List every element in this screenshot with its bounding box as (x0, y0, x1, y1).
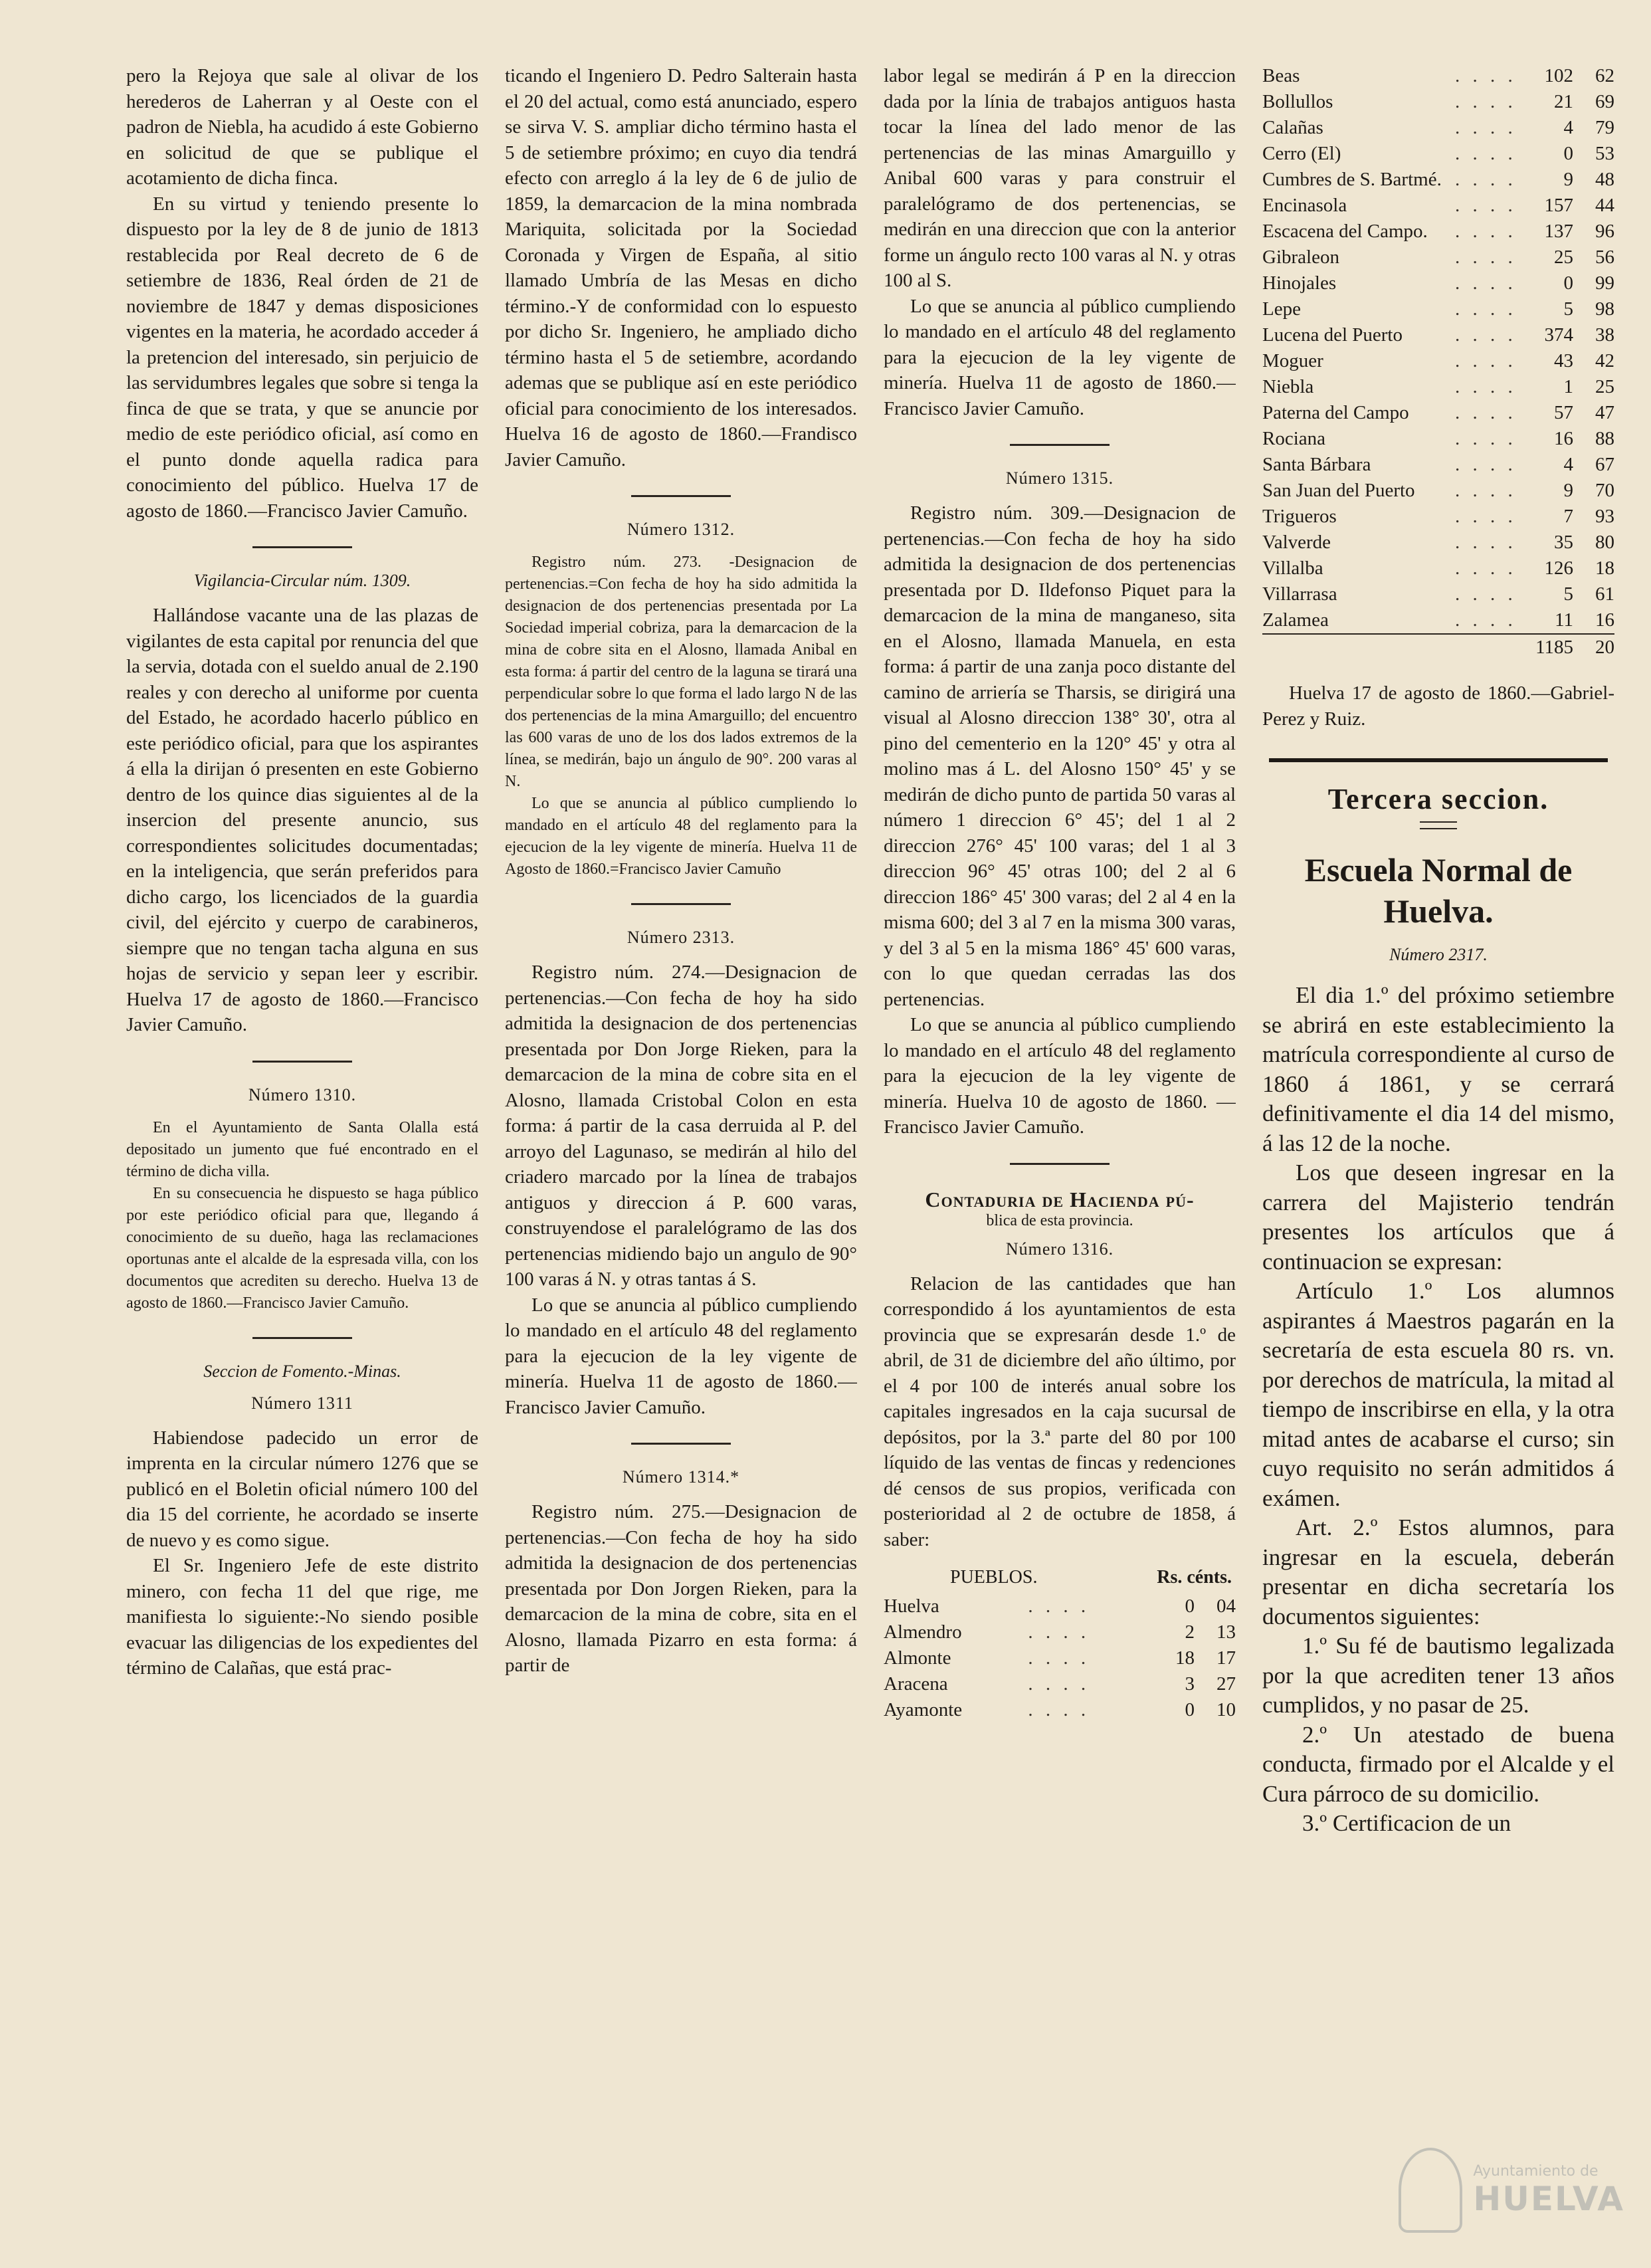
leader-dots: . . . . (1455, 558, 1517, 579)
paragraph: El Sr. Ingeniero Jefe de este distrito minero, con fecha 11 del que rige, me manifiesta lo siguiente:-No siendo posible evacuar las diligencias de los expedientes del término de Calañas, que está prac- (126, 1555, 478, 1679)
amount-centimos: 04 (1216, 1596, 1236, 1617)
leader-dots: . . . . (1455, 609, 1517, 631)
paragraph: Lo que se anuncia al público cumpliendo lo mandado en el artículo 48 del reglamento para la ejecucion de la ley vigente de minería. Huelva 11 de agosto de 1860.—Francisco Javier Camuño. (505, 1294, 857, 1418)
leader-dots: . . . . (1455, 480, 1517, 501)
section-divider (1269, 758, 1608, 762)
pueblo-name: Valverde (1262, 532, 1331, 553)
amount-centimos: 48 (1595, 169, 1614, 190)
notice-number: Número 1310. (248, 1084, 357, 1104)
column-header-amount: Rs. cénts. (1157, 1567, 1232, 1588)
table-row (1262, 607, 1614, 634)
table-total-row (1262, 634, 1614, 661)
pueblo-name: Villalba (1262, 558, 1323, 579)
leader-dots: . . . . (1455, 143, 1517, 164)
notice-number: Número 1312. (627, 520, 735, 539)
paragraph: 2.º Un atestado de buena conducta, firmado por el Alcalde y el Cura párroco de su domicilio. (1262, 1721, 1614, 1807)
divider (631, 1443, 731, 1445)
pueblo-name: Encinasola (1262, 195, 1347, 216)
amount-centimos: 25 (1595, 376, 1614, 397)
paragraph: En su consecuencia he dispuesto se haga público por este periódico oficial para que, llegando á conocimiento de su dueño, haga las reclamaciones oportunas ante el alcalde de la espresada villa, con los documentos que acrediten su derecho. Huelva 13 de agosto de 1860.—Francisco Javier Camuño. (126, 1184, 478, 1312)
table-row (1262, 478, 1614, 504)
amount-reales: 9 (1563, 480, 1573, 501)
amount-centimos: 42 (1595, 350, 1614, 371)
pueblo-name: Almendro (884, 1621, 962, 1643)
pueblo-name: Ayamonte (884, 1699, 963, 1720)
notice-number: Número 2313. (627, 928, 735, 947)
pueblo-name: Beas (1262, 65, 1300, 86)
article-title: Escuela Normal de Huelva. (1304, 851, 1573, 930)
divider (252, 1061, 352, 1063)
divider (1010, 1163, 1110, 1165)
amount-centimos: 80 (1595, 532, 1614, 553)
amount-reales: 126 (1544, 558, 1573, 579)
amount-reales: 3 (1185, 1673, 1195, 1695)
leader-dots: . . . . (1028, 1596, 1090, 1617)
paragraph: Artículo 1.º Los alumnos aspirantes á Maestros pagarán en la secretaría de esta escuela 80 rs. vn. por derechos de matrícula, la mitad al tiempo de inscribirse en ella, y la otra mitad antes de acabarse el curso; sin cuyo requisito no serán admitidos á exámen. (1262, 1278, 1614, 1511)
table-row (1262, 556, 1614, 581)
total-centimos: 20 (1595, 637, 1614, 658)
section-title: Tercera seccion. (1327, 783, 1549, 815)
watermark-seal (1399, 2147, 1624, 2233)
amount-reales: 5 (1563, 583, 1573, 605)
leader-dots: . . . . (1028, 1699, 1090, 1720)
leader-dots: . . . . (1455, 506, 1517, 527)
paragraph: Registro núm. 309.—Designacion de pertenencias.—Con fecha de hoy ha sido admitida la designacion de dos pertenencias presentada por D. Ildefonso Piquet para la demarcacion de la mina de manganeso, sita en el Alosno, llamada Manuela, en esta forma: á partir de una zanja poco distante del camino de arriería se Tharsis, se dirigirá una visual al Alosno direccion 138° 30', otra al pino del cementerio en la 120° 45' y otra al molino mas á L. del Alosno 150° 45' y se medirán de dicho punto de partida 50 varas al número 1 direccion 6° 45'; del 1 al 2 direccion 276° 45' 100 varas; del 1 al 3 direccion 96° 45' otras 100; del 2 al 6 direccion 186° 45' 300 varas; del 2 al 4 en la misma 600; del 3 al 7 en la misma 300 varas, y del 3 al 5 en la misma 186° 45' 600 varas, con lo que quedan cerradas las dos pertenencias. (884, 502, 1236, 1010)
section-heading: Vigilancia-Circular núm. 1309. (193, 571, 411, 590)
paragraph: Registro núm. 275.—Designacion de pertenencias.—Con fecha de hoy ha sido admitida la designacion de dos pertenencias presentada por Don Jorgen Rieken, para la demarcacion de la mina de cobre, sita en el Alosno, llamada Pizarro en esta forma: á partir de (505, 1501, 857, 1676)
total-reales: 1185 (1535, 637, 1573, 658)
amount-reales: 157 (1544, 195, 1573, 216)
amount-centimos: 96 (1595, 221, 1614, 242)
column-1 (126, 63, 478, 2229)
leader-dots: . . . . (1455, 350, 1517, 371)
table-row (1262, 193, 1614, 219)
amount-centimos: 99 (1595, 272, 1614, 294)
pueblo-name: Rociana (1262, 428, 1326, 449)
amount-reales: 0 (1185, 1699, 1195, 1720)
amount-centimos: 88 (1595, 428, 1614, 449)
amount-centimos: 38 (1595, 324, 1614, 346)
amount-centimos: 18 (1595, 558, 1614, 579)
table-row (1262, 167, 1614, 193)
paragraph: En el Ayuntamiento de Santa Olalla está depositado un jumento que fué encontrado en el término de dicha villa. (126, 1118, 478, 1180)
paragraph: Registro núm. 273. -Designacion de pertenencias.=Con fecha de hoy ha sido admitida la designacion de dos pertenencias presentada por La Sociedad imperial cobriza, para la demarcacion de la mina de cobre sita en el Alosno, llamada Anibal en esta forma: á partir del centro de la laguna se tirará una perpendicular sobre lo que forma el lado largo N de las dos pertenencias de la mina Amarguillo; del encuentro las 600 varas de uno de los dos lados extremos de la línea, se medirán, bajo un ángulo de 90°. 200 varas al N. (505, 554, 857, 790)
leader-dots: . . . . (1455, 247, 1517, 268)
pueblo-name: Moguer (1262, 350, 1323, 371)
contaduria-heading (884, 1187, 1236, 1230)
notice-number: Número 2317. (1389, 945, 1488, 964)
amount-centimos: 70 (1595, 480, 1614, 501)
amount-centimos: 47 (1595, 402, 1614, 423)
amount-centimos: 67 (1595, 454, 1614, 475)
leader-dots: . . . . (1455, 272, 1517, 294)
double-rule (1420, 821, 1457, 829)
leader-dots: . . . . (1028, 1647, 1090, 1669)
amount-reales: 0 (1185, 1596, 1195, 1617)
amount-reales: 0 (1563, 143, 1573, 164)
pueblo-name: Cumbres de S. Bartmé. (1262, 169, 1442, 190)
divider (631, 903, 731, 905)
amount-centimos: 16 (1595, 609, 1614, 631)
amount-reales: 25 (1554, 247, 1573, 268)
notice-number: Número 1316. (1005, 1239, 1114, 1259)
paragraph: Hallándose vacante una de las plazas de vigilantes de esta capital por renuncia del que la servia, dotada con el sueldo anual de 2.190 reales y con derecho al uniforme por cuenta del Estado, he acordado hacerlo público en este periódico oficial, para que los aspirantes á ella la dirijan ó presenten en este Gobierno dentro de los quince dias siguientes al de la insercion del presente anuncio, sus correspondientes solicitudes documentadas; en la inteligencia, que serán preferidos para dicho cargo, los licenciados de la guardia civil, del ejército y cuerpo de carabineros, siempre que no tengan tacha alguna en sus hojas de servicio y sepan leer y escribir. Huelva 17 de agosto de 1860.—Francisco Javier Camuño. (126, 605, 478, 1035)
leader-dots: . . . . (1455, 454, 1517, 475)
column-header-pueblos: PUEBLOS. (950, 1567, 1038, 1588)
notice-number: Número 1311 (251, 1393, 353, 1413)
table-row (1262, 219, 1614, 245)
pueblo-name: Aracena (884, 1673, 948, 1695)
paragraph: ticando el Ingeniero D. Pedro Salterain hasta el 20 del actual, como está anunciado, espero se sirva V. S. ampliar dicho término hasta el 5 de setiembre próximo; en cuyo dia tendrá efecto con arreglo á la ley de 6 de julio de 1859, la demarcacion de la mina nombrada Mariquita, solicitada por la Sociedad Coronada y Virgen de España, al sitio llamado Umbría de las Mesas en dicho término.-Y de conformidad con lo espuesto por dicho Sr. Ingeniero, he ampliado dicho término hasta el 5 de setiembre, acordando ademas que se publique así en este periódico oficial para conocimiento de los interesados. Huelva 16 de agosto de 1860.—Frandisco Javier Camuño. (505, 65, 857, 470)
amount-centimos: 69 (1595, 91, 1614, 112)
table-body (1262, 63, 1614, 634)
table-row (1262, 348, 1614, 374)
pueblo-name: San Juan del Puerto (1262, 480, 1415, 501)
notice-number: Número 1315. (1005, 468, 1114, 488)
table-body (884, 1594, 1236, 1723)
amount-reales: 2 (1185, 1621, 1195, 1643)
table-row (1262, 141, 1614, 167)
amount-centimos: 79 (1595, 117, 1614, 138)
pueblo-name: Almonte (884, 1647, 951, 1669)
amount-centimos: 62 (1595, 65, 1614, 86)
paragraph: Lo que se anuncia al público cumpliendo lo mandado en el artículo 48 del reglamento para la ejecucion de la ley vigente de minería. Huelva 11 de agosto de 1860.—Francisco Javier Camuño. (884, 295, 1236, 419)
amount-centimos: 17 (1216, 1647, 1236, 1669)
table-row (1262, 530, 1614, 556)
table-row (1262, 115, 1614, 141)
table-row (884, 1594, 1236, 1619)
leader-dots: . . . . (1455, 169, 1517, 190)
paragraph: Registro núm. 274.—Designacion de pertenencias.—Con fecha de hoy ha sido admitida la designacion de dos pertenencias presentada por Don Jorge Rieken, para la demarcacion de la mina de cobre sita en el Alosno, llamada Cristobal Colon en esta forma: á partir de la casa derruida al P. del arroyo del Lagunaso, se medirán al hilo del criadero marcado por la línea de trabajos antiguos y direccion á P. 600 varas, construyendose el paralelógramo de las dos pertenencias midiendo bajo un angulo de 90° 100 varas á N. y otras tantas á S. (505, 962, 857, 1290)
amount-reales: 374 (1544, 324, 1573, 346)
divider (252, 546, 352, 548)
paragraph: Lo que se anuncia al público cumpliendo lo mandado en el artículo 48 del reglamento para la ejecucion de la ley vigente de minería. Huelva 11 de Agosto de 1860.=Francisco Javier Camuño (505, 795, 857, 878)
notice-number: Número 1314.* (622, 1467, 740, 1487)
column-4 (1262, 63, 1614, 2229)
paragraph: 3.º Certificacion de un (1302, 1810, 1511, 1836)
amount-reales: 18 (1175, 1647, 1195, 1669)
table-row (1262, 426, 1614, 452)
table-row (1262, 270, 1614, 296)
table-row (1262, 322, 1614, 348)
seal-line-2: HUELVA (1473, 2179, 1624, 2218)
leader-dots: . . . . (1455, 376, 1517, 397)
divider (1010, 444, 1110, 446)
amount-reales: 11 (1555, 609, 1573, 631)
table-row (884, 1619, 1236, 1645)
pueblo-name: Gibraleon (1262, 247, 1339, 268)
leader-dots: . . . . (1455, 532, 1517, 553)
pueblo-name: Cerro (El) (1262, 143, 1341, 164)
amount-reales: 35 (1554, 532, 1573, 553)
amount-reales: 21 (1554, 91, 1573, 112)
table-row (1262, 296, 1614, 322)
divider (631, 495, 731, 497)
amount-centimos: 13 (1216, 1621, 1236, 1643)
pueblo-name: Calañas (1262, 117, 1323, 138)
pueblo-name: Niebla (1262, 376, 1314, 397)
contaduria-subtitle: blica de esta provincia. (986, 1211, 1133, 1229)
seal-line-1: Ayuntamiento de (1473, 2162, 1599, 2180)
leader-dots: . . . . (1028, 1621, 1090, 1643)
amount-reales: 0 (1563, 272, 1573, 294)
amounts-table (884, 1594, 1236, 1723)
table-row (1262, 63, 1614, 89)
amount-centimos: 53 (1595, 143, 1614, 164)
amounts-table-continued (1262, 63, 1614, 661)
table-row (1262, 89, 1614, 115)
leader-dots: . . . . (1455, 324, 1517, 346)
seal-text (1473, 2163, 1624, 2218)
amount-centimos: 61 (1595, 583, 1614, 605)
pueblo-name: Escacena del Campo. (1262, 221, 1428, 242)
divider (252, 1337, 352, 1339)
table-row (1262, 400, 1614, 426)
amount-reales: 4 (1563, 117, 1573, 138)
table-row (1262, 581, 1614, 607)
table-row (884, 1697, 1236, 1723)
leader-dots: . . . . (1028, 1673, 1090, 1695)
pueblo-name: Trigueros (1262, 506, 1337, 527)
amount-centimos: 93 (1595, 506, 1614, 527)
pueblo-name: Huelva (884, 1596, 939, 1617)
amount-reales: 57 (1554, 402, 1573, 423)
pueblo-name: Lepe (1262, 298, 1301, 320)
leader-dots: . . . . (1455, 298, 1517, 320)
amount-reales: 5 (1563, 298, 1573, 320)
table-row (884, 1671, 1236, 1697)
table-row (1262, 245, 1614, 270)
amount-reales: 1 (1563, 376, 1573, 397)
amount-centimos: 98 (1595, 298, 1614, 320)
amount-reales: 9 (1563, 169, 1573, 190)
paragraph: Lo que se anuncia al público cumpliendo lo mandado en el artículo 48 del reglamento para la ejecucion de la ley vigente de minería. Huelva 10 de agosto de 1860. —Francisco Javier Camuño. (884, 1014, 1236, 1138)
paragraph: 1.º Su fé de bautismo legalizada por la que acrediten tener 13 años cumplidos, y no pasar de 25. (1262, 1633, 1614, 1718)
amount-reales: 43 (1554, 350, 1573, 371)
table-header (884, 1567, 1236, 1588)
pueblo-name: Paterna del Campo (1262, 402, 1409, 423)
section-heading: Seccion de Fomento.-Minas. (203, 1361, 401, 1381)
pueblo-name: Hinojales (1262, 272, 1337, 294)
amount-centimos: 10 (1216, 1699, 1236, 1720)
pueblo-name: Bollullos (1262, 91, 1333, 112)
leader-dots: . . . . (1455, 91, 1517, 112)
amount-reales: 7 (1563, 506, 1573, 527)
paragraph: Los que deseen ingresar en la carrera del Majisterio tendrán presentes los artículos que á continuacion se expresan: (1262, 1160, 1614, 1275)
leader-dots: . . . . (1455, 402, 1517, 423)
amount-reales: 137 (1544, 221, 1573, 242)
paragraph: Art. 2.º Estos alumnos, para ingresar en la escuela, deberán presentar en dicha secretaría los documentos siguientes: (1262, 1514, 1614, 1629)
pueblo-name: Villarrasa (1262, 583, 1337, 605)
leader-dots: . . . . (1455, 583, 1517, 605)
column-grid (126, 63, 1614, 2229)
column-2 (505, 63, 857, 2229)
leader-dots: . . . . (1455, 195, 1517, 216)
pueblo-name: Zalamea (1262, 609, 1329, 631)
column-3 (884, 63, 1236, 2229)
leader-dots: . . . . (1455, 117, 1517, 138)
paragraph: Habiendose padecido un error de imprenta en la circular número 1276 que se publicó en el Boletin oficial número 100 del dia 15 del corriente, he acordado se inserte de nuevo y es como sigue. (126, 1427, 478, 1551)
amount-centimos: 44 (1595, 195, 1614, 216)
amount-reales: 4 (1563, 454, 1573, 475)
paragraph: labor legal se medirán á P en la direccion dada por la línia de trabajos antiguos hasta tocar la línea del lado menor de las pertenencias de las minas Amarguillo y Anibal 600 varas y para construir el paralelógramo de dos pertenencias, se medirán en una direccion que con la anterior forme un ángulo recto 100 varas al N. y otras 100 al S. (884, 65, 1236, 291)
table-row (1262, 374, 1614, 400)
pueblo-name: Santa Bárbara (1262, 454, 1371, 475)
leader-dots: . . . . (1455, 221, 1517, 242)
amount-centimos: 56 (1595, 247, 1614, 268)
table-row (1262, 452, 1614, 478)
signature: Huelva 17 de agosto de 1860.—Gabriel-Perez y Ruiz. (1262, 682, 1614, 730)
amount-reales: 102 (1544, 65, 1573, 86)
paragraph: En su virtud y teniendo presente lo dispuesto por la ley de 8 de junio de 1813 restablecida por Real decreto de 6 de setiembre de 1836, Real órden de 21 de noviembre de 1847 y demas disposiciones vigentes en la materia, he acordado acceder á la pretencion del interesado, sin perjuicio de las servidumbres legales que sobre si tenga la finca de que se trata, y que se anuncie por medio de este periódico oficial, así como en el punto donde aquella radica para conocimiento del público. Huelva 17 de agosto de 1860.—Francisco Javier Camuño. (126, 193, 478, 522)
amount-centimos: 27 (1216, 1673, 1236, 1695)
crest-icon (1399, 2148, 1462, 2233)
paragraph: Relacion de las cantidades que han correspondido á los ayuntamientos de esta provincia que se expresarán desde 1.º de abril, de 31 de diciembre del año último, por el 4 por 100 de interés anual sobre los capitales ingresados en la caja sucursal de depósitos, por la 3.ª parte del 80 por 100 líquido de las ventas de fincas y redenciones dé censos de sus propios, verificada con posterioridad al 2 de octubre de 1858, á saber: (884, 1273, 1236, 1550)
table-row (884, 1645, 1236, 1671)
amount-reales: 16 (1554, 428, 1573, 449)
table-row (1262, 504, 1614, 530)
paragraph: pero la Rejoya que sale al olivar de los herederos de Laherran y al Oeste con el padron de Niebla, ha acudido á este Gobierno en solicitud de que se publique el acotamiento de dicha finca. (126, 65, 478, 189)
leader-dots: . . . . (1455, 428, 1517, 449)
paragraph: El dia 1.º del próximo setiembre se abrirá en este establecimiento la matrícula correspondiente al curso de 1860 á 1861, y se cerrará definitivamente el dia 14 del mismo, á las 12 de la noche. (1262, 982, 1614, 1156)
pueblo-name: Lucena del Puerto (1262, 324, 1403, 346)
contaduria-title: Contaduria de Hacienda pú- (925, 1187, 1195, 1211)
leader-dots: . . . . (1455, 65, 1517, 86)
